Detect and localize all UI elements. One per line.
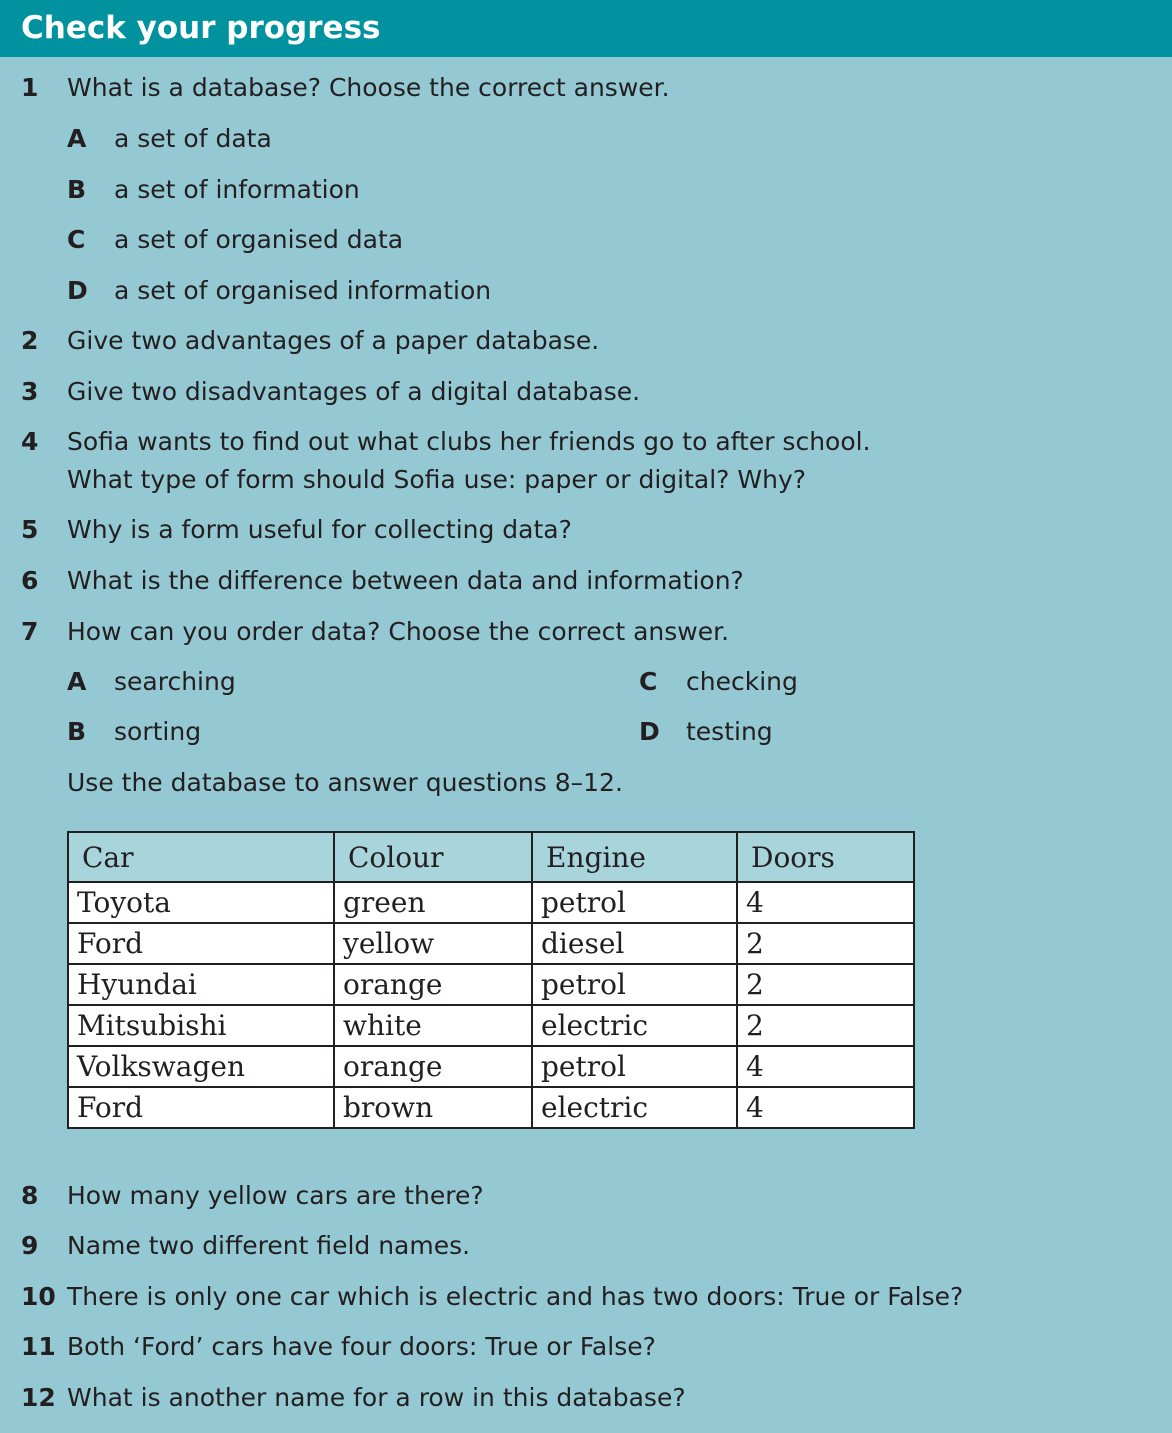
table-row xyxy=(68,1087,914,1128)
cell-engine: electric xyxy=(532,1087,737,1128)
option-letter: D xyxy=(639,717,660,746)
cell-engine: petrol xyxy=(532,1046,737,1087)
option-text: checking xyxy=(686,667,798,696)
question-text: There is only one car which is electric and has two doors: True or False? xyxy=(67,1282,964,1311)
question-text: Give two advantages of a paper database. xyxy=(67,326,600,355)
column-header-engine: Engine xyxy=(532,832,737,882)
cell-car: Volkswagen xyxy=(68,1046,334,1087)
column-header-doors: Doors xyxy=(737,832,914,882)
cell-car: Ford xyxy=(68,1087,334,1128)
question-text: How can you order data? Choose the correct answer. xyxy=(67,617,730,646)
question-text: Sofia wants to find out what clubs her friends go to after school. xyxy=(67,427,871,456)
option-letter: A xyxy=(67,667,87,696)
cell-colour: orange xyxy=(334,1046,532,1087)
cell-engine: petrol xyxy=(532,964,737,1005)
cell-doors: 2 xyxy=(737,1005,914,1046)
cell-doors: 4 xyxy=(737,1087,914,1128)
table-row xyxy=(68,1046,914,1087)
option-text: testing xyxy=(686,717,773,746)
cell-colour: green xyxy=(334,882,532,923)
option-letter: B xyxy=(67,717,87,746)
question-text-line2: What type of form should Sofia use: paper or digital? Why? xyxy=(67,465,807,494)
question-text: What is another name for a row in this database? xyxy=(67,1383,686,1412)
question-number: 4 xyxy=(21,427,39,456)
option-text: searching xyxy=(114,667,236,696)
cell-engine: electric xyxy=(532,1005,737,1046)
option-letter: B xyxy=(67,175,87,204)
cell-doors: 4 xyxy=(737,882,914,923)
question-text: What is a database? Choose the correct answer. xyxy=(67,73,670,102)
cell-colour: white xyxy=(334,1005,532,1046)
question-number: 8 xyxy=(21,1181,39,1210)
question-text: Name two different field names. xyxy=(67,1231,471,1260)
question-number: 7 xyxy=(21,617,39,646)
option-text: a set of information xyxy=(114,175,360,204)
question-text: What is the difference between data and information? xyxy=(67,566,744,595)
table-row xyxy=(68,1005,914,1046)
option-letter: A xyxy=(67,124,87,153)
cell-engine: petrol xyxy=(532,882,737,923)
cell-doors: 2 xyxy=(737,923,914,964)
column-header-car: Car xyxy=(68,832,334,882)
option-text: a set of organised data xyxy=(114,225,404,254)
cell-car: Toyota xyxy=(68,882,334,923)
cell-colour: brown xyxy=(334,1087,532,1128)
question-number: 9 xyxy=(21,1231,39,1260)
question-number: 11 xyxy=(21,1332,56,1361)
cell-doors: 4 xyxy=(737,1046,914,1087)
header-bar xyxy=(0,0,1172,57)
cell-car: Mitsubishi xyxy=(68,1005,334,1046)
cell-car: Ford xyxy=(68,923,334,964)
question-number: 6 xyxy=(21,566,39,595)
column-header-colour: Colour xyxy=(334,832,532,882)
option-letter: D xyxy=(67,276,88,305)
cell-doors: 2 xyxy=(737,964,914,1005)
option-letter: C xyxy=(67,225,86,254)
question-number: 2 xyxy=(21,326,39,355)
question-text: Give two disadvantages of a digital database. xyxy=(67,377,641,406)
option-text: a set of organised information xyxy=(114,276,492,305)
table-row xyxy=(68,882,914,923)
cell-colour: yellow xyxy=(334,923,532,964)
question-text: Why is a form useful for collecting data? xyxy=(67,515,572,544)
cell-engine: diesel xyxy=(532,923,737,964)
option-text: sorting xyxy=(114,717,202,746)
table-header-row xyxy=(68,832,914,882)
table-row xyxy=(68,964,914,1005)
question-number: 10 xyxy=(21,1282,56,1311)
cell-colour: orange xyxy=(334,964,532,1005)
question-text: Both ‘Ford’ cars have four doors: True or False? xyxy=(67,1332,656,1361)
table-row xyxy=(68,923,914,964)
question-text: How many yellow cars are there? xyxy=(67,1181,484,1210)
table-instruction: Use the database to answer questions 8–12. xyxy=(67,768,623,797)
option-letter: C xyxy=(639,667,658,696)
question-number: 3 xyxy=(21,377,39,406)
option-text: a set of data xyxy=(114,124,272,153)
cell-car: Hyundai xyxy=(68,964,334,1005)
page-title: Check your progress xyxy=(21,10,381,46)
car-database-table xyxy=(67,831,915,1129)
question-number: 12 xyxy=(21,1383,56,1412)
question-number: 1 xyxy=(21,73,39,102)
question-number: 5 xyxy=(21,515,39,544)
